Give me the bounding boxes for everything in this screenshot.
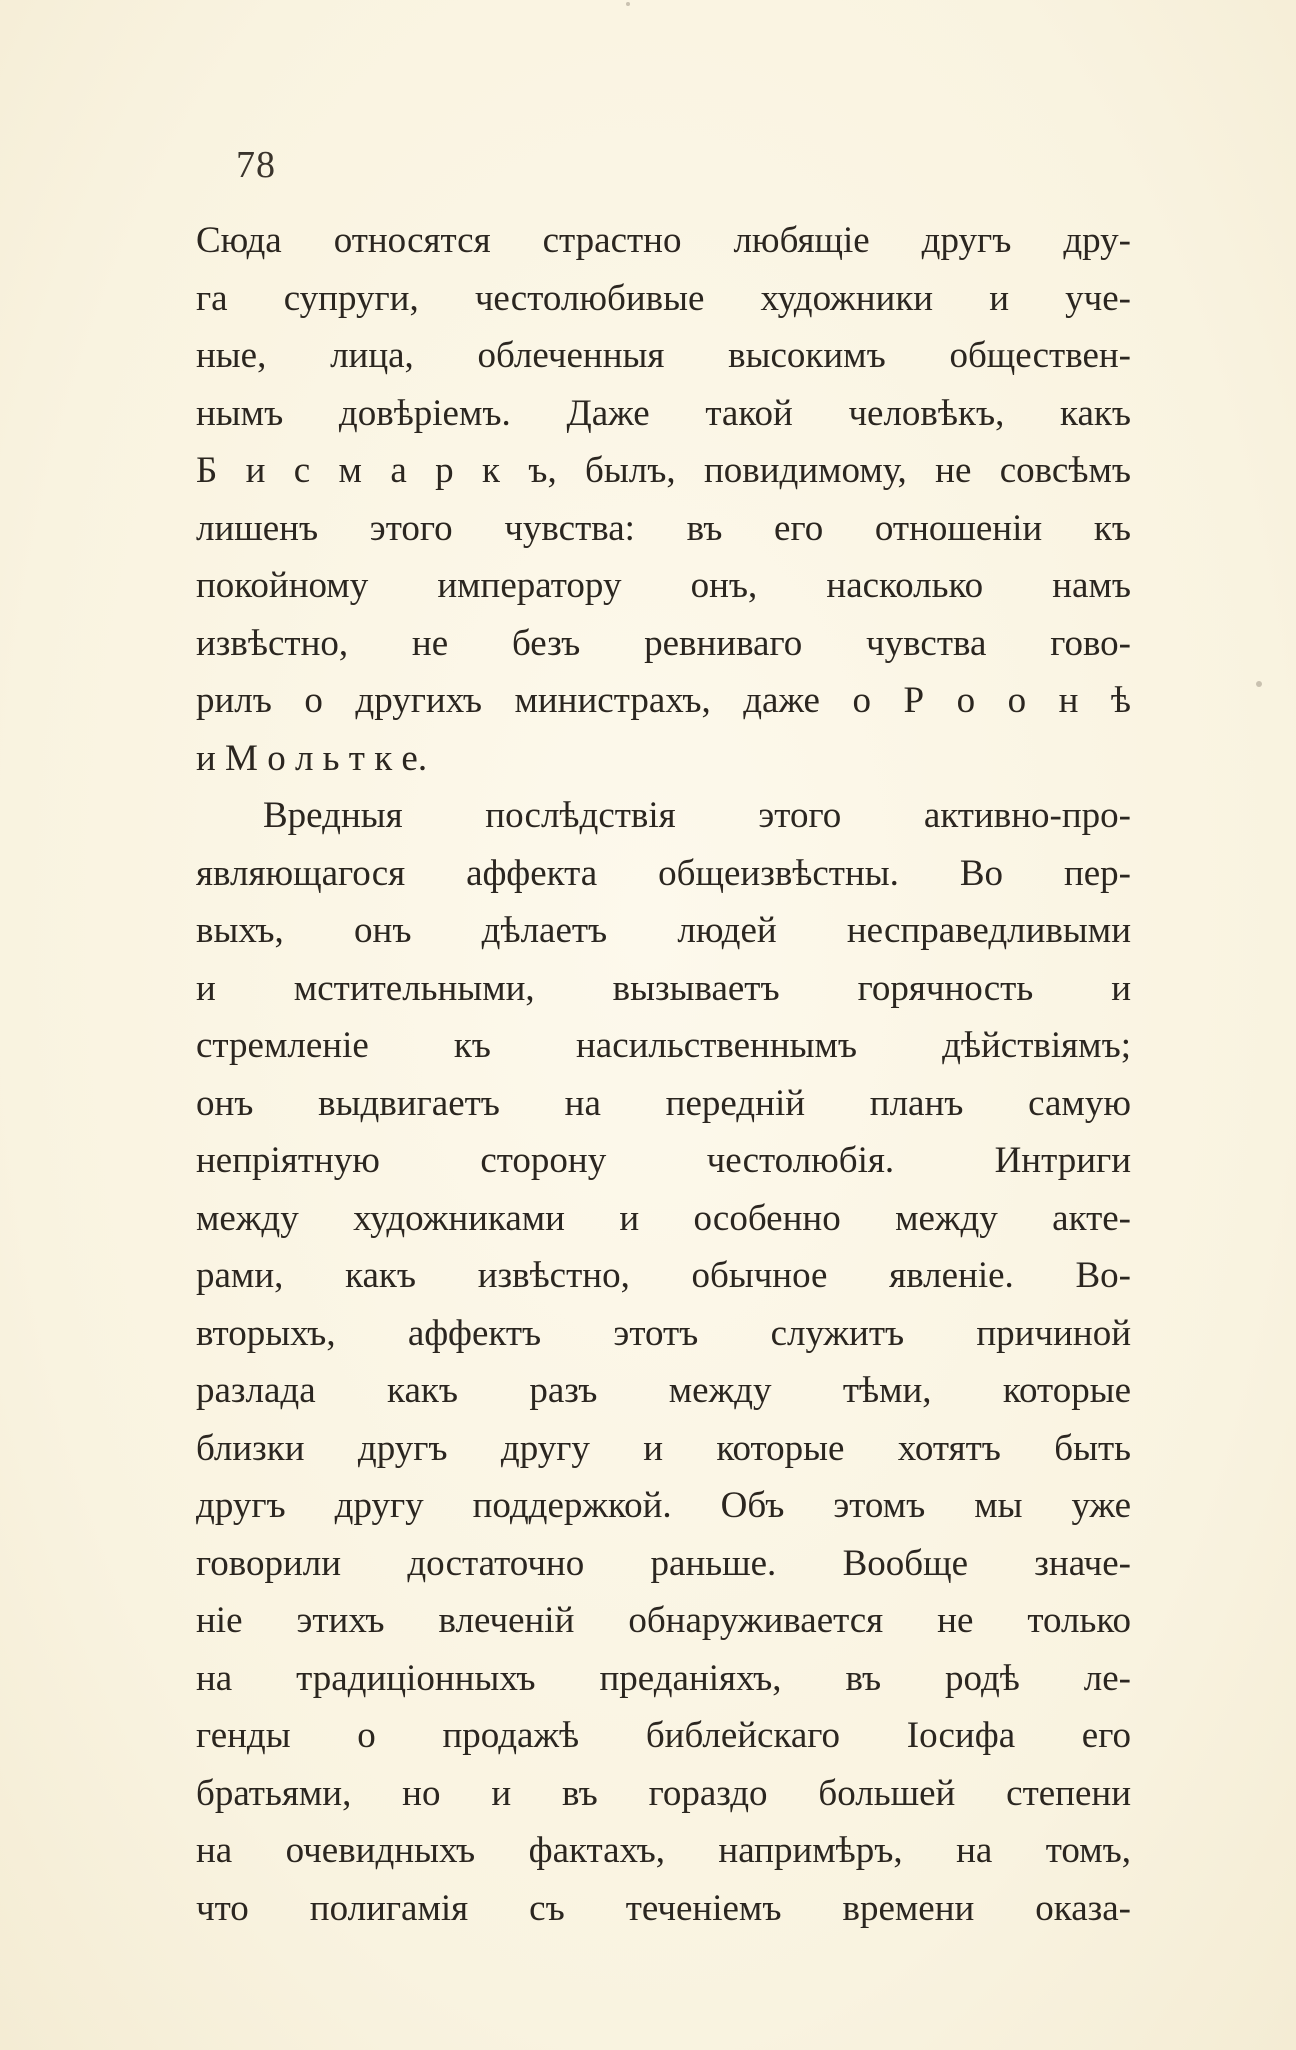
- ink-speck: [1256, 681, 1262, 687]
- paragraph-start-line: Вредныя послѣдствія этого активно-про-: [263, 795, 1131, 836]
- text-line: разлада какъ разъ между тѣми, которые: [196, 1370, 1131, 1411]
- text-line: на традиціонныхъ преданіяхъ, въ родѣ ле-: [196, 1657, 1131, 1699]
- text-line: близки другъ другу и которые хотятъ быть: [196, 1427, 1131, 1469]
- text-line: братьями, но и въ гораздо большей степени: [196, 1772, 1131, 1814]
- ink-speck: [626, 2, 630, 6]
- text-line: рилъ о другихъ министрахъ, даже о Р о о н ѣ: [196, 680, 1131, 721]
- text-line: на очевидныхъ фактахъ, напримѣръ, на томъ,: [196, 1830, 1131, 1871]
- text-line: вторыхъ, аффектъ этотъ служитъ причиной: [196, 1312, 1131, 1354]
- text-line: Сюда относятся страстно любящіе другъ дру-: [196, 220, 1131, 261]
- text-line: ніе этихъ влеченій обнаруживается не только: [196, 1600, 1131, 1641]
- text-line: генды о продажѣ библейскаго Іосифа его: [196, 1715, 1131, 1756]
- text-line: га супруги, честолюбивые художники и уче-: [196, 277, 1131, 319]
- text-line: лишенъ этого чувства: въ его отношеніи къ: [196, 507, 1131, 549]
- text-line: говорили достаточно раньше. Вообще значе-: [196, 1542, 1131, 1584]
- text-line: между художниками и особенно между акте-: [196, 1197, 1131, 1239]
- text-line: и М о л ь т к е.: [196, 737, 428, 779]
- text-line: стремленіе къ насильственнымъ дѣйствіямъ;: [196, 1025, 1131, 1066]
- text-line: и мстительными, вызываетъ горячность и: [196, 967, 1131, 1009]
- text-line: непріятную сторону честолюбія. Интриги: [196, 1140, 1131, 1181]
- page-number: 78: [236, 144, 276, 186]
- text-line: являющагося аффекта общеизвѣстны. Во пер-: [196, 852, 1131, 894]
- text-line: покойному императору онъ, насколько намъ: [196, 565, 1131, 606]
- text-line: что полигамія съ теченіемъ времени оказа-: [196, 1887, 1131, 1929]
- text-line: другъ другу поддержкой. Объ этомъ мы уже: [196, 1485, 1131, 1526]
- text-line: извѣстно, не безъ ревниваго чувства гово-: [196, 622, 1131, 664]
- text-line: Б и с м а р к ъ, былъ, повидимому, не совсѣмъ: [196, 450, 1131, 491]
- text-line: ные, лица, облеченныя высокимъ обществен-: [196, 335, 1131, 376]
- text-line: онъ выдвигаетъ на передній планъ самую: [196, 1082, 1131, 1124]
- text-line: нымъ довѣріемъ. Даже такой человѣкъ, какъ: [196, 392, 1131, 434]
- text-line: рами, какъ извѣстно, обычное явленіе. Во-: [196, 1255, 1131, 1296]
- body-text: [196, 212, 1131, 1937]
- text-line: выхъ, онъ дѣлаетъ людей несправедливыми: [196, 910, 1131, 951]
